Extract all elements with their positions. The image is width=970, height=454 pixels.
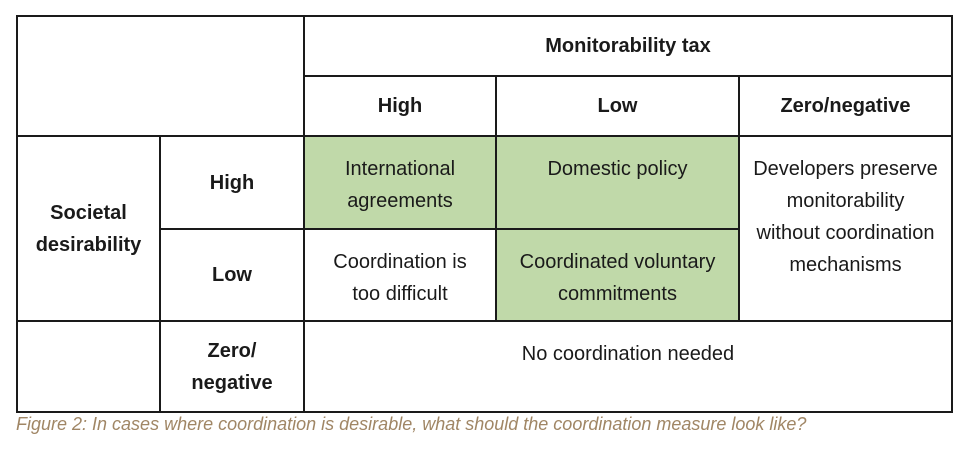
column-header-high-text: High bbox=[377, 95, 423, 117]
cell-text-line: too difficult bbox=[352, 283, 448, 305]
column-header-zero-negative bbox=[739, 76, 952, 136]
cell-text-line: Developers preserve bbox=[753, 158, 938, 180]
cell-no-coordination-needed bbox=[304, 321, 952, 412]
cell-domestic-policy bbox=[496, 136, 739, 229]
cell-text-line: without coordination bbox=[756, 222, 935, 244]
column-header-low-text: Low bbox=[597, 95, 638, 117]
cell-international-agreements bbox=[304, 136, 496, 229]
cell-text-line: No coordination needed bbox=[521, 343, 735, 365]
row-header-low bbox=[160, 229, 304, 321]
cell-text-line: mechanisms bbox=[789, 254, 902, 276]
corner-empty-cell bbox=[17, 16, 304, 136]
cell-text-line: monitorability bbox=[786, 190, 905, 212]
cell-text-line: Coordinated voluntary bbox=[519, 251, 716, 273]
row-group-header-line1: Societal bbox=[50, 201, 127, 224]
column-header-zero-negative-text: Zero/negative bbox=[780, 95, 911, 117]
row-group-header bbox=[17, 136, 160, 321]
row-group-header-line2: desirability bbox=[35, 233, 142, 256]
cell-text-line: Coordination is bbox=[333, 251, 467, 273]
cell-text-line: agreements bbox=[347, 190, 453, 212]
empty-spacer-cell bbox=[17, 321, 160, 412]
row-header-zero-line2: negative bbox=[191, 371, 273, 394]
column-group-header bbox=[304, 16, 952, 76]
cell-text-line: Domestic policy bbox=[547, 158, 688, 180]
column-header-low bbox=[496, 76, 739, 136]
cell-text-line: International bbox=[344, 158, 456, 180]
row-header-high-text: High bbox=[209, 171, 255, 194]
column-group-header-text: Monitorability tax bbox=[545, 35, 711, 57]
cell-coordination-too-difficult bbox=[304, 229, 496, 321]
column-header-high bbox=[304, 76, 496, 136]
cell-developers-preserve-monitorability bbox=[739, 136, 952, 321]
cell-coordinated-voluntary-commitments bbox=[496, 229, 739, 321]
row-group-header-text bbox=[36, 197, 142, 261]
coordination-matrix-table bbox=[16, 15, 953, 413]
cell-text-line: commitments bbox=[558, 283, 677, 305]
row-header-zero-line1: Zero/ bbox=[207, 339, 257, 362]
row-header-zero-negative bbox=[160, 321, 304, 412]
row-header-high bbox=[160, 136, 304, 229]
row-header-low-text: Low bbox=[212, 264, 252, 286]
figure-caption: Figure 2: In cases where coordination is desirable, what should the coordination measure look like? bbox=[16, 414, 807, 434]
